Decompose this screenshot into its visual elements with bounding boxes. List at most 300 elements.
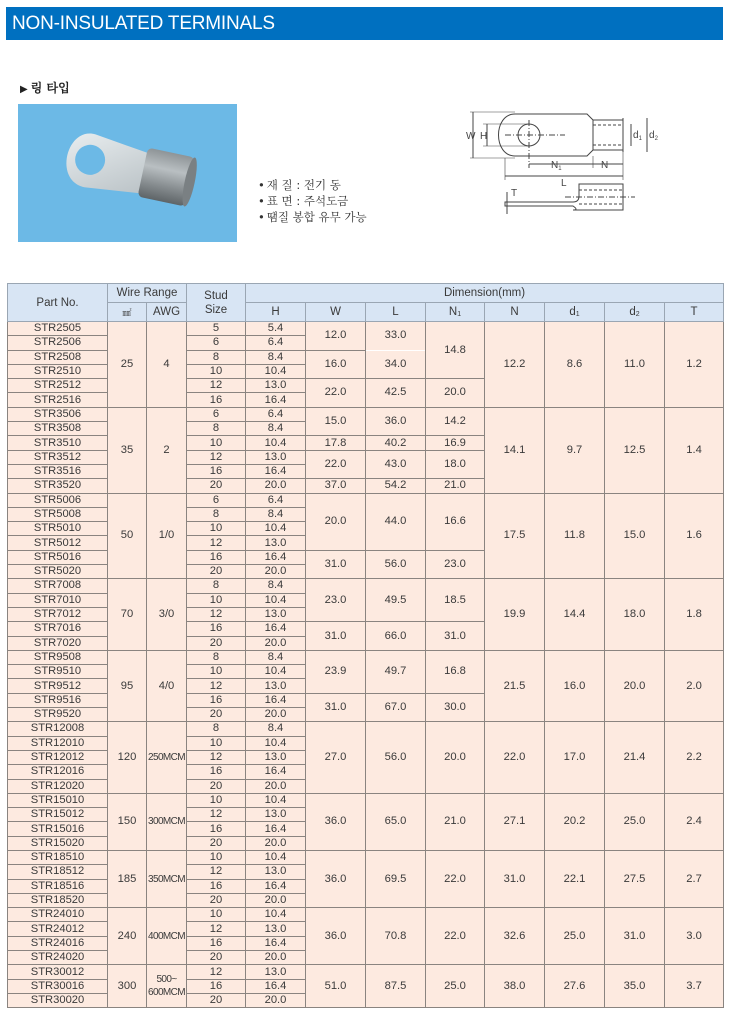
dim-H: 10.4 [246,736,306,750]
dim-L: 42.5 [366,379,426,408]
stud-size: 16 [187,693,246,707]
part-number: STR12016 [8,765,108,779]
part-number: STR2510 [8,364,108,378]
part-number: STR30020 [8,993,108,1007]
dim-W: 23.0 [306,579,366,622]
stud-size: 8 [187,350,246,364]
dim-N1: 30.0 [426,693,485,722]
dim-N: 38.0 [485,965,545,1008]
stud-size: 8 [187,422,246,436]
part-number: STR9520 [8,708,108,722]
dim-d1: 17.0 [545,722,605,793]
dim-T: 3.0 [665,908,724,965]
dim-N1: 25.0 [426,965,485,1008]
table-row [8,407,724,421]
header-awg: AWG [147,303,187,322]
dim-H: 16.4 [246,879,306,893]
dim-L: 70.8 [366,908,426,965]
stud-size: 12 [187,536,246,550]
dim-W: 31.0 [306,693,366,722]
wire-range-awg: 300MCM [147,793,187,850]
part-number: STR24012 [8,922,108,936]
wire-range-awg: 3/0 [147,579,187,650]
part-number: STR15020 [8,836,108,850]
part-number: STR2505 [8,322,108,336]
table-row [8,908,724,922]
dim-H: 13.0 [246,536,306,550]
dim-W: 22.0 [306,450,366,479]
stud-size: 16 [187,936,246,950]
wire-range-awg: 500~ 600MCM [147,965,187,1008]
dim-H: 10.4 [246,436,306,450]
dim-W: 16.0 [306,350,366,379]
stud-size: 10 [187,665,246,679]
dim-H: 8.4 [246,579,306,593]
dim-H: 5.4 [246,322,306,336]
stud-size: 16 [187,979,246,993]
dim-L: 49.7 [366,650,426,693]
dim-H: 20.0 [246,779,306,793]
dim-d1: 9.7 [545,407,605,493]
table-row [8,650,724,664]
dim-H: 10.4 [246,665,306,679]
dim-H: 8.4 [246,507,306,521]
dim-N1: 14.2 [426,407,485,436]
stud-size: 8 [187,507,246,521]
label-d2: $d_2$ [649,130,658,142]
dim-N1: 16.6 [426,493,485,550]
dim-N1: 31.0 [426,622,485,651]
dim-H: 16.4 [246,622,306,636]
dim-d2: 25.0 [605,793,665,850]
dim-N1: 23.0 [426,550,485,579]
dim-N1: 22.0 [426,908,485,965]
dim-W: 20.0 [306,493,366,550]
part-number: STR7012 [8,607,108,621]
dim-T: 1.8 [665,579,724,650]
dim-d1: 14.4 [545,579,605,650]
header-d2: $d_2$ [605,303,665,322]
dim-H: 20.0 [246,636,306,650]
dim-T: 3.7 [665,965,724,1008]
part-number: STR7016 [8,622,108,636]
stud-size: 16 [187,393,246,407]
section-label [20,79,70,96]
label-T: T [511,188,518,199]
dim-H: 16.4 [246,936,306,950]
part-number: STR18510 [8,850,108,864]
dim-H: 13.0 [246,965,306,979]
stud-size: 8 [187,579,246,593]
dim-d1: 20.2 [545,793,605,850]
stud-size: 12 [187,750,246,764]
table-body [8,322,724,1008]
stud-size: 12 [187,450,246,464]
part-number: STR3506 [8,407,108,421]
stud-size: 20 [187,708,246,722]
stud-size: 6 [187,336,246,350]
dim-T: 2.0 [665,650,724,721]
dim-T: 2.4 [665,793,724,850]
dim-N1: 14.8 [426,322,485,379]
dim-H: 10.4 [246,593,306,607]
table-header [8,284,724,322]
header-mm2: ㎟ [108,303,147,322]
dim-H: 13.0 [246,922,306,936]
dim-W: 23.9 [306,650,366,693]
table-row [8,722,724,736]
dim-H: 8.4 [246,722,306,736]
stud-size: 8 [187,650,246,664]
wire-range-awg: 400MCM [147,908,187,965]
dim-W: 36.0 [306,793,366,850]
dim-L: 54.2 [366,479,426,493]
dim-W: 27.0 [306,722,366,793]
spec-table [7,283,724,1008]
part-number: STR24020 [8,951,108,965]
dim-N: 14.1 [485,407,545,493]
part-number: STR2508 [8,350,108,364]
dim-H: 8.4 [246,650,306,664]
part-number: STR3520 [8,479,108,493]
dim-H: 8.4 [246,350,306,364]
header-stud-size: Stud Size [187,284,246,322]
part-number: STR7020 [8,636,108,650]
stud-size: 10 [187,850,246,864]
wire-range-mm2: 70 [108,579,147,650]
dim-H: 20.0 [246,836,306,850]
part-number: STR9516 [8,693,108,707]
stud-size: 20 [187,479,246,493]
dim-H: 6.4 [246,493,306,507]
wire-range-awg: 2 [147,407,187,493]
dim-L: 49.5 [366,579,426,622]
part-number: STR15010 [8,793,108,807]
part-number: STR9510 [8,665,108,679]
stud-size: 16 [187,822,246,836]
dim-H: 6.4 [246,407,306,421]
header-L: L [366,303,426,322]
part-number: STR12012 [8,750,108,764]
table-row [8,579,724,593]
part-number: STR30016 [8,979,108,993]
dim-H: 16.4 [246,464,306,478]
dim-d1: 25.0 [545,908,605,965]
dim-L: 34.0 [366,350,426,379]
dim-W: 37.0 [306,479,366,493]
stud-size: 20 [187,779,246,793]
stud-size: 10 [187,364,246,378]
dim-d2: 15.0 [605,493,665,579]
part-number: STR2512 [8,379,108,393]
wire-range-mm2: 95 [108,650,147,721]
part-number: STR24010 [8,908,108,922]
dim-W: 36.0 [306,850,366,907]
stud-size: 20 [187,565,246,579]
dim-N: 27.1 [485,793,545,850]
wire-range-awg: 1/0 [147,493,187,579]
wire-range-mm2: 240 [108,908,147,965]
dim-H: 20.0 [246,993,306,1007]
stud-size: 10 [187,908,246,922]
dim-W: 17.8 [306,436,366,450]
dim-d1: 8.6 [545,322,605,408]
stud-size: 12 [187,379,246,393]
dim-N: 17.5 [485,493,545,579]
stud-size: 16 [187,622,246,636]
table-row [8,493,724,507]
part-number: STR9512 [8,679,108,693]
dimension-diagram [465,106,665,216]
part-number: STR5020 [8,565,108,579]
dim-d2: 21.4 [605,722,665,793]
stud-size: 12 [187,808,246,822]
part-number: STR5016 [8,550,108,564]
stud-size: 10 [187,793,246,807]
wire-range-awg: 250MCM [147,722,187,793]
header-N: N [485,303,545,322]
dim-N: 19.9 [485,579,545,650]
part-number: STR15016 [8,822,108,836]
dim-L: 33.0 [366,322,426,351]
dim-d2: 27.5 [605,850,665,907]
dim-H: 16.4 [246,765,306,779]
dim-H: 20.0 [246,893,306,907]
wire-range-mm2: 185 [108,850,147,907]
part-number: STR2516 [8,393,108,407]
dim-H: 13.0 [246,450,306,464]
stud-size: 20 [187,636,246,650]
part-number: STR18520 [8,893,108,907]
dim-H: 16.4 [246,550,306,564]
dim-T: 2.2 [665,722,724,793]
part-number: STR7010 [8,593,108,607]
stud-size: 6 [187,407,246,421]
part-number: STR3516 [8,464,108,478]
dim-N1: 21.0 [426,479,485,493]
spec-list [258,177,367,225]
stud-size: 16 [187,879,246,893]
dim-N1: 18.0 [426,450,485,479]
dim-W: 31.0 [306,550,366,579]
stud-size: 12 [187,607,246,621]
dim-N1: 16.9 [426,436,485,450]
dim-N: 32.6 [485,908,545,965]
part-number: STR18516 [8,879,108,893]
wire-range-awg: 4/0 [147,650,187,721]
wire-range-awg: 4 [147,322,187,408]
dim-H: 13.0 [246,679,306,693]
dim-L: 40.2 [366,436,426,450]
header-wire-range: Wire Range [108,284,187,303]
dim-H: 20.0 [246,565,306,579]
part-number: STR5010 [8,522,108,536]
wire-range-mm2: 120 [108,722,147,793]
dim-H: 10.4 [246,364,306,378]
wire-range-awg: 350MCM [147,850,187,907]
label-d1: $d_1$ [633,130,642,142]
stud-size: 12 [187,865,246,879]
stud-size: 12 [187,922,246,936]
part-number: STR5006 [8,493,108,507]
stud-size: 12 [187,965,246,979]
dim-d1: 22.1 [545,850,605,907]
page-title: NON-INSULATED TERMINALS [6,7,723,40]
dim-N1: 20.0 [426,722,485,793]
table-row [8,793,724,807]
wire-range-mm2: 25 [108,322,147,408]
header-W: W [306,303,366,322]
dim-L: 36.0 [366,407,426,436]
dim-H: 16.4 [246,979,306,993]
dim-W: 15.0 [306,407,366,436]
table-row [8,850,724,864]
dim-T: 1.4 [665,407,724,493]
part-number: STR3512 [8,450,108,464]
stud-size: 20 [187,951,246,965]
table-row [8,965,724,979]
dim-W: 12.0 [306,322,366,351]
dim-T: 1.6 [665,493,724,579]
dim-d2: 35.0 [605,965,665,1008]
dim-T: 1.2 [665,322,724,408]
dim-d1: 16.0 [545,650,605,721]
part-number: STR9508 [8,650,108,664]
dim-d2: 12.5 [605,407,665,493]
dim-W: 22.0 [306,379,366,408]
dim-W: 31.0 [306,622,366,651]
wire-range-mm2: 50 [108,493,147,579]
label-W: W [466,131,476,142]
dim-H: 10.4 [246,793,306,807]
stud-size: 12 [187,679,246,693]
stud-size: 16 [187,765,246,779]
part-number: STR2506 [8,336,108,350]
part-number: STR5008 [8,507,108,521]
dim-N1: 21.0 [426,793,485,850]
part-number: STR12010 [8,736,108,750]
dim-d2: 31.0 [605,908,665,965]
header-dimension: Dimension(mm) [246,284,724,303]
dim-H: 13.0 [246,750,306,764]
stud-size: 20 [187,893,246,907]
dim-L: 56.0 [366,722,426,793]
dim-N: 31.0 [485,850,545,907]
header-N1: $N_1$ [426,303,485,322]
dim-H: 10.4 [246,850,306,864]
header-T: T [665,303,724,322]
dim-W: 36.0 [306,908,366,965]
terminal-top-outline [499,114,594,156]
part-number: STR12008 [8,722,108,736]
dim-H: 13.0 [246,865,306,879]
header-d1: $d_1$ [545,303,605,322]
dim-L: 43.0 [366,450,426,479]
spec-material: • 재 질 : 전기 동 [258,177,367,193]
dim-H: 13.0 [246,808,306,822]
part-number: STR15012 [8,808,108,822]
stud-size: 10 [187,593,246,607]
dim-N1: 20.0 [426,379,485,408]
label-H: H [480,131,488,142]
dim-N: 21.5 [485,650,545,721]
dim-L: 44.0 [366,493,426,550]
part-number: STR12020 [8,779,108,793]
dim-L: 56.0 [366,550,426,579]
dim-d2: 20.0 [605,650,665,721]
dim-T: 2.7 [665,850,724,907]
dim-H: 6.4 [246,336,306,350]
dim-W: 51.0 [306,965,366,1008]
stud-size: 20 [187,836,246,850]
stud-size: 20 [187,993,246,1007]
dim-H: 20.0 [246,951,306,965]
stud-size: 10 [187,736,246,750]
dim-L: 67.0 [366,693,426,722]
stud-size: 10 [187,436,246,450]
stud-size: 6 [187,493,246,507]
dim-L: 87.5 [366,965,426,1008]
dim-N1: 22.0 [426,850,485,907]
stud-size: 10 [187,522,246,536]
dim-N1: 16.8 [426,650,485,693]
header-H: H [246,303,306,322]
dim-H: 10.4 [246,522,306,536]
dim-H: 13.0 [246,607,306,621]
dim-d1: 27.6 [545,965,605,1008]
dim-H: 8.4 [246,422,306,436]
dim-d2: 18.0 [605,579,665,650]
dim-d2: 11.0 [605,322,665,408]
table-row [8,322,724,336]
wire-range-mm2: 300 [108,965,147,1008]
part-number: STR24016 [8,936,108,950]
label-N1: $N_1$ [551,160,562,172]
header-part-no: Part No. [8,284,108,322]
spec-soldering: • 땜질 봉합 유무 가능 [258,209,367,225]
dim-H: 16.4 [246,693,306,707]
dim-L: 66.0 [366,622,426,651]
dim-H: 13.0 [246,379,306,393]
triangle-right-icon: ▶ [20,84,28,95]
part-number: STR18512 [8,865,108,879]
stud-size: 16 [187,464,246,478]
spec-surface: • 표 면 : 주석도금 [258,193,367,209]
dim-L: 69.5 [366,850,426,907]
part-number: STR3508 [8,422,108,436]
wire-range-mm2: 150 [108,793,147,850]
stud-size: 16 [187,550,246,564]
dim-H: 20.0 [246,708,306,722]
ring-terminal-image [18,104,237,242]
part-number: STR30012 [8,965,108,979]
section-label-text: 링 타입 [30,81,70,95]
dim-H: 16.4 [246,822,306,836]
dim-N1: 18.5 [426,579,485,622]
part-number: STR3510 [8,436,108,450]
dim-d1: 11.8 [545,493,605,579]
dim-H: 16.4 [246,393,306,407]
stud-size: 5 [187,322,246,336]
part-number: STR7008 [8,579,108,593]
dim-N: 22.0 [485,722,545,793]
wire-range-mm2: 35 [108,407,147,493]
dim-H: 20.0 [246,479,306,493]
stud-size: 8 [187,722,246,736]
label-L: L [561,178,567,189]
dim-L: 65.0 [366,793,426,850]
product-photo [18,104,237,242]
